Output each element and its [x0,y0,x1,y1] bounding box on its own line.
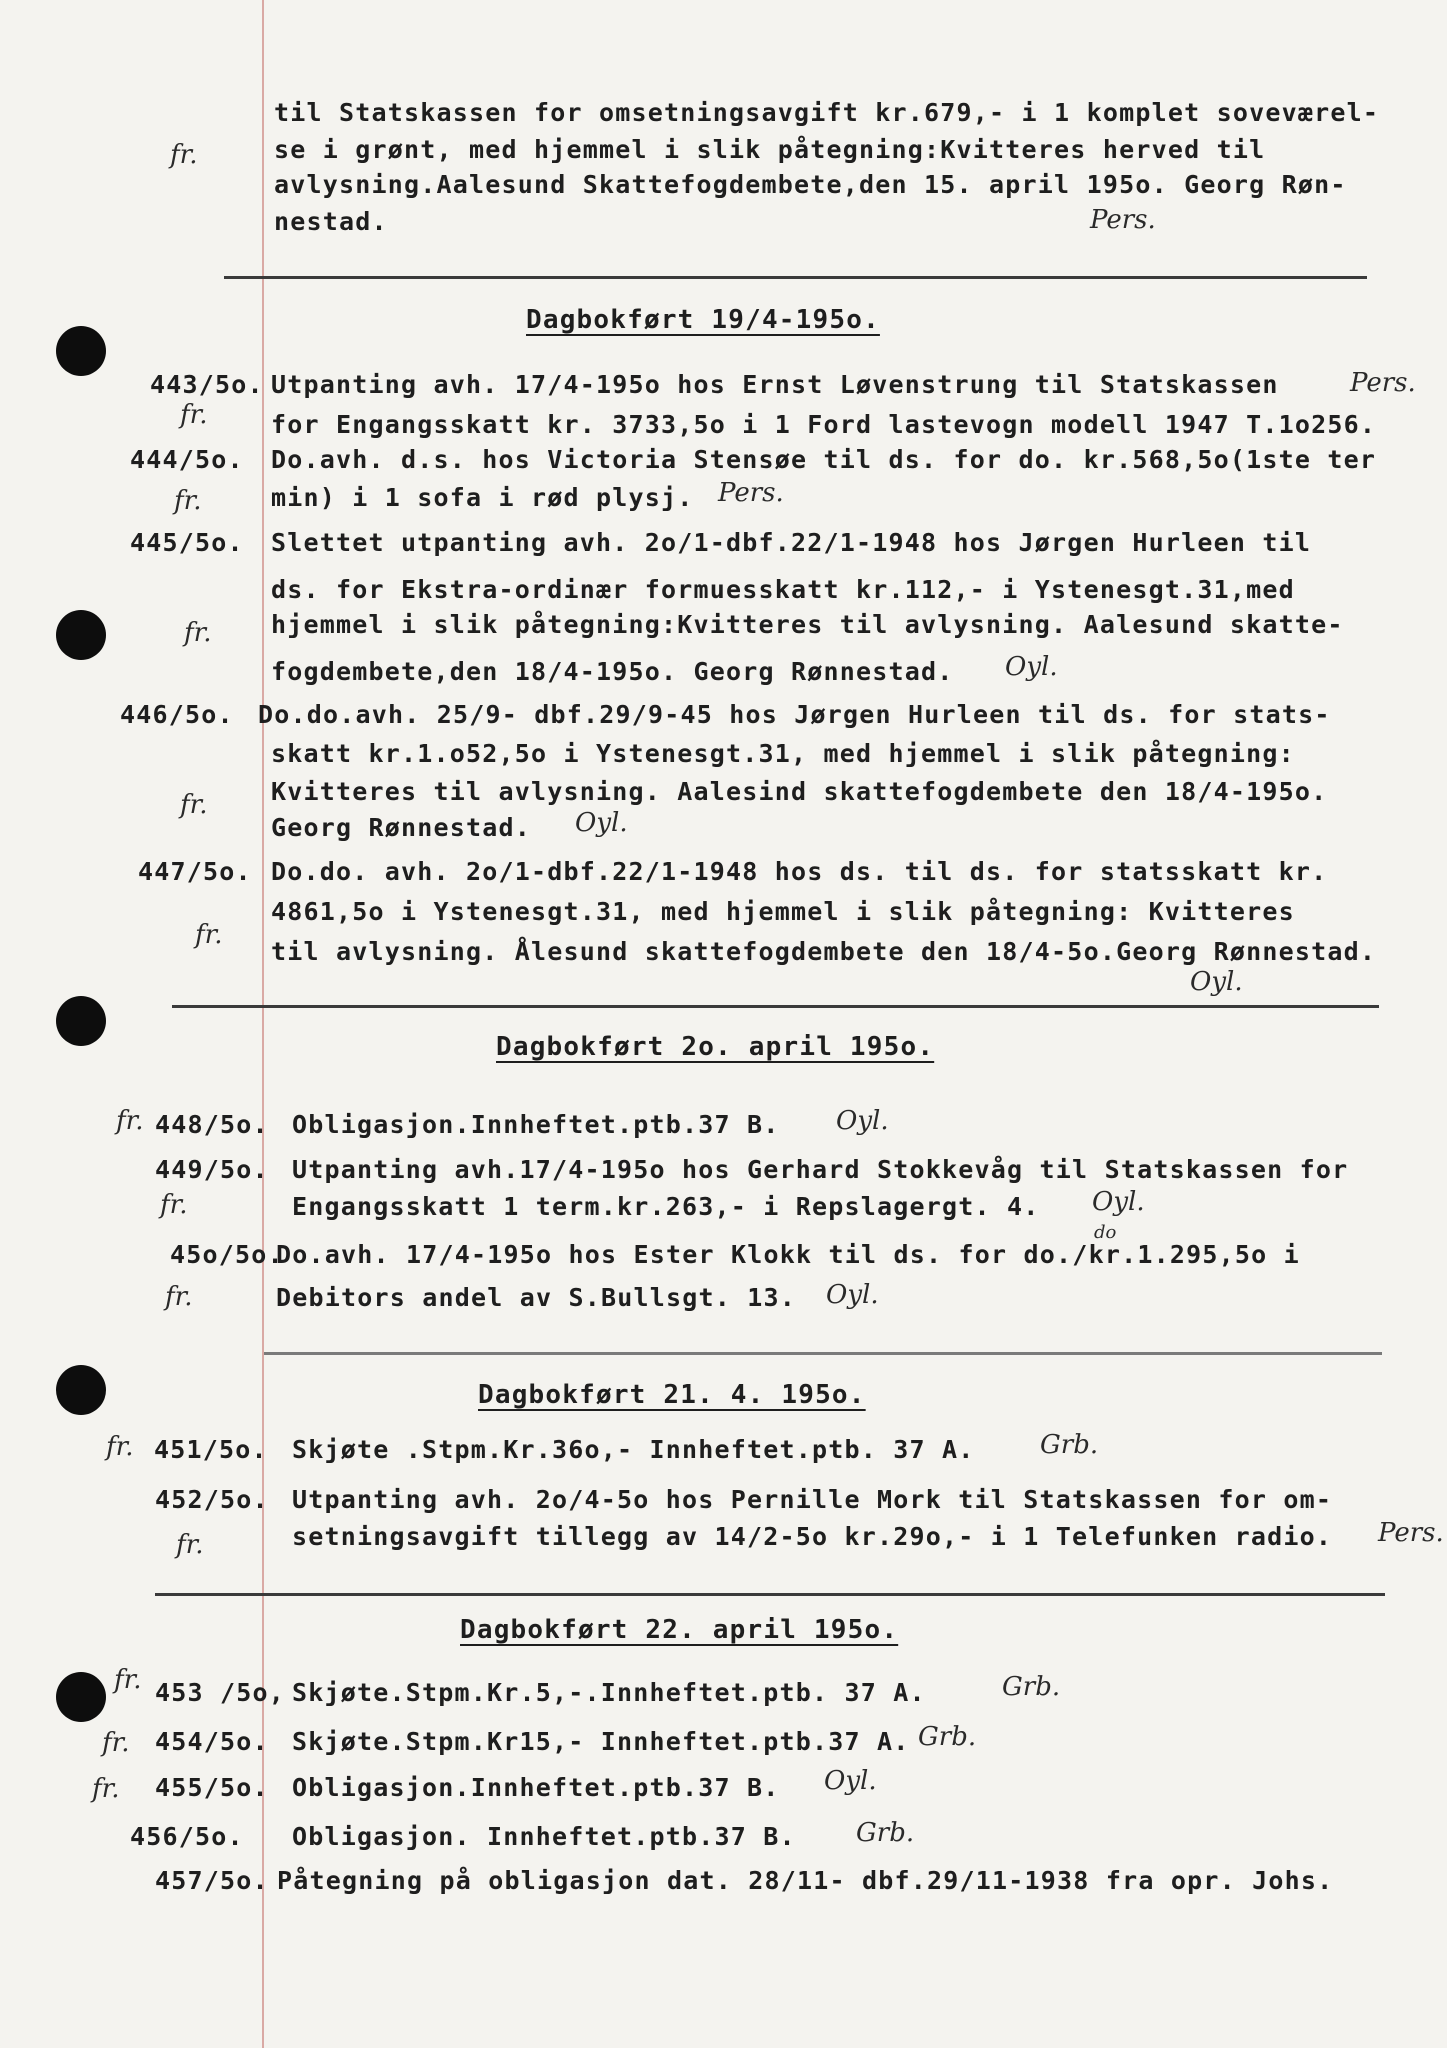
margin-note-451: fr. [106,1432,134,1462]
margin-note-443: fr. [180,400,208,430]
margin-note-453: fr. [114,1665,142,1695]
entry-number-449: 449/5o. [155,1155,269,1184]
section-rule-4 [155,1593,1385,1596]
entry-451-line-1: Skjøte .Stpm.Kr.36o,- Innheftet.ptb. 37 A. [292,1435,975,1464]
margin-note-445: fr. [184,618,212,648]
initials-449: Oyl. [1092,1187,1145,1217]
margin-note-450: fr. [165,1282,193,1312]
entry-452-line-1: Utpanting avh. 2o/4-5o hos Pernille Mork til Statskassen for om- [292,1485,1333,1514]
entry-445-line-3: hjemmel i slik påtegning:Kvitteres til avlysning. Aalesund skatte- [271,610,1344,639]
entry-number-453: 453 /5o, [155,1678,286,1707]
entry-number-454: 454/5o. [155,1727,269,1756]
superscript-do: do [1094,1222,1117,1243]
entry-446-line-3: Kvitteres til avlysning. Aalesind skattefogdembete den 18/4-195o. [271,777,1328,806]
entry-445-line-1: Slettet utpanting avh. 2o/1-dbf.22/1-1948 hos Jørgen Hurleen til [271,528,1312,557]
entry-445-line-4: fogdembete,den 18/4-195o. Georg Rønnestad. [271,657,954,686]
entry-443-line-1: Utpanting avh. 17/4-195o hos Ernst Løvenstrung til Statskassen [271,370,1279,399]
margin-note-454: fr. [102,1728,130,1758]
section-rule-1 [224,276,1367,279]
entry-number-450: 45o/5o. [170,1240,284,1269]
margin-note-447: fr. [195,920,223,950]
entry-444-line-2: min) i 1 sofa i rød plysj. [271,483,694,512]
binder-hole-2 [56,610,106,660]
entry-449-line-1: Utpanting avh.17/4-195o hos Gerhard Stokkevåg til Statskassen for [292,1155,1349,1184]
entry-number-451: 451/5o. [154,1435,268,1464]
entry-450-line-2: Debitors andel av S.Bullsgt. 13. [276,1283,797,1312]
initials-443: Pers. [1350,368,1416,398]
entry-number-457: 457/5o. [155,1866,269,1895]
binder-hole-3 [56,996,106,1046]
initials-447: Oyl. [1190,967,1243,997]
initials-453: Grb. [1002,1672,1061,1702]
binder-hole-5 [56,1672,106,1722]
entry-449-line-2: Engangsskatt 1 term.kr.263,- i Repslagergt. 4. [292,1192,1040,1221]
entry-446-line-1: Do.do.avh. 25/9- dbf.29/9-45 hos Jørgen Hurleen til ds. for stats- [258,700,1331,729]
entry-446-line-2: skatt kr.1.o52,5o i Ystenesgt.31, med hjemmel i slik påtegning: [271,739,1295,768]
entry-452-line-2: setningsavgift tillegg av 14/2-5o kr.29o,- i 1 Telefunken radio. [292,1522,1333,1551]
margin-note-top: fr. [170,140,198,170]
entry-number-444: 444/5o. [130,445,244,474]
entry-number-452: 452/5o. [155,1485,269,1514]
section-heading-4: Dagbokført 22. april 195o. [460,1615,899,1645]
entry-446-line-4: Georg Rønnestad. [271,813,532,842]
entry-447-line-1: Do.do. avh. 2o/1-dbf.22/1-1948 hos ds. til ds. for statsskatt kr. [271,857,1328,886]
top-line-3: avlysning.Aalesund Skattefogdembete,den 15. april 195o. Georg Røn- [274,170,1347,199]
margin-note-455: fr. [92,1774,120,1804]
initials-top: Pers. [1090,205,1156,235]
margin-note-449: fr. [160,1190,188,1220]
entry-447-line-2: 4861,5o i Ystenesgt.31, med hjemmel i slik påtegning: Kvitteres [271,897,1295,926]
entry-445-line-2: ds. for Ekstra-ordinær formuesskatt kr.112,- i Ystenesgt.31,med [271,575,1295,604]
margin-note-448: fr. [116,1106,144,1136]
entry-455-line-1: Obligasjon.Innheftet.ptb.37 B. [292,1773,780,1802]
entry-443-line-2: for Engangsskatt kr. 3733,5o i 1 Ford lastevogn modell 1947 T.1o256. [271,410,1377,439]
entry-444-line-1: Do.avh. d.s. hos Victoria Stensøe til ds. for do. kr.568,5o(1ste ter [271,445,1377,474]
top-line-4: nestad. [274,207,388,236]
entry-number-443: 443/5o. [150,370,264,399]
entry-number-446: 446/5o. [120,700,234,729]
top-line-1: til Statskassen for omsetningsavgift kr.679,- i 1 komplet soveværel- [274,98,1380,127]
entry-450-line-1: Do.avh. 17/4-195o hos Ester Klokk til ds. for do./kr.1.295,5o i [276,1240,1300,1269]
entry-457-line-1: Påtegning på obligasjon dat. 28/11- dbf.29/11-1938 fra opr. Johs. [277,1866,1334,1895]
initials-448: Oyl. [836,1106,889,1136]
entry-number-445: 445/5o. [130,528,244,557]
entry-number-456: 456/5o. [130,1822,244,1851]
section-heading-2: Dagbokført 2o. april 195o. [496,1032,935,1062]
initials-450: Oyl. [826,1280,879,1310]
entry-number-447: 447/5o. [138,857,252,886]
entry-456-line-1: Obligasjon. Innheftet.ptb.37 B. [292,1822,796,1851]
top-line-2: se i grønt, med hjemmel i slik påtegning:Kvitteres herved til [274,135,1266,164]
section-heading-3: Dagbokført 21. 4. 195o. [478,1380,866,1410]
entry-number-448: 448/5o. [155,1110,269,1139]
entry-453-line-1: Skjøte.Stpm.Kr.5,-.Innheftet.ptb. 37 A. [292,1678,926,1707]
margin-note-444: fr. [174,486,202,516]
initials-451: Grb. [1040,1430,1099,1460]
entry-454-line-1: Skjøte.Stpm.Kr15,- Innheftet.ptb.37 A. [292,1727,910,1756]
initials-446: Oyl. [575,808,628,838]
margin-note-446: fr. [180,790,208,820]
initials-455: Oyl. [824,1766,877,1796]
binder-hole-1 [56,326,106,376]
section-rule-2 [172,1005,1379,1008]
initials-444: Pers. [718,478,784,508]
section-heading-1: Dagbokført 19/4-195o. [526,305,880,335]
initials-452: Pers. [1378,1518,1444,1548]
initials-456: Grb. [856,1818,915,1848]
initials-454: Grb. [918,1722,977,1752]
binder-hole-4 [56,1365,106,1415]
entry-number-455: 455/5o. [155,1773,269,1802]
margin-note-452: fr. [176,1530,204,1560]
entry-448-line-1: Obligasjon.Innheftet.ptb.37 B. [292,1110,780,1139]
entry-447-line-3: til avlysning. Ålesund skattefogdembete den 18/4-5o.Georg Rønnestad. [271,937,1377,966]
section-rule-3 [264,1352,1382,1355]
initials-445: Oyl. [1005,652,1058,682]
